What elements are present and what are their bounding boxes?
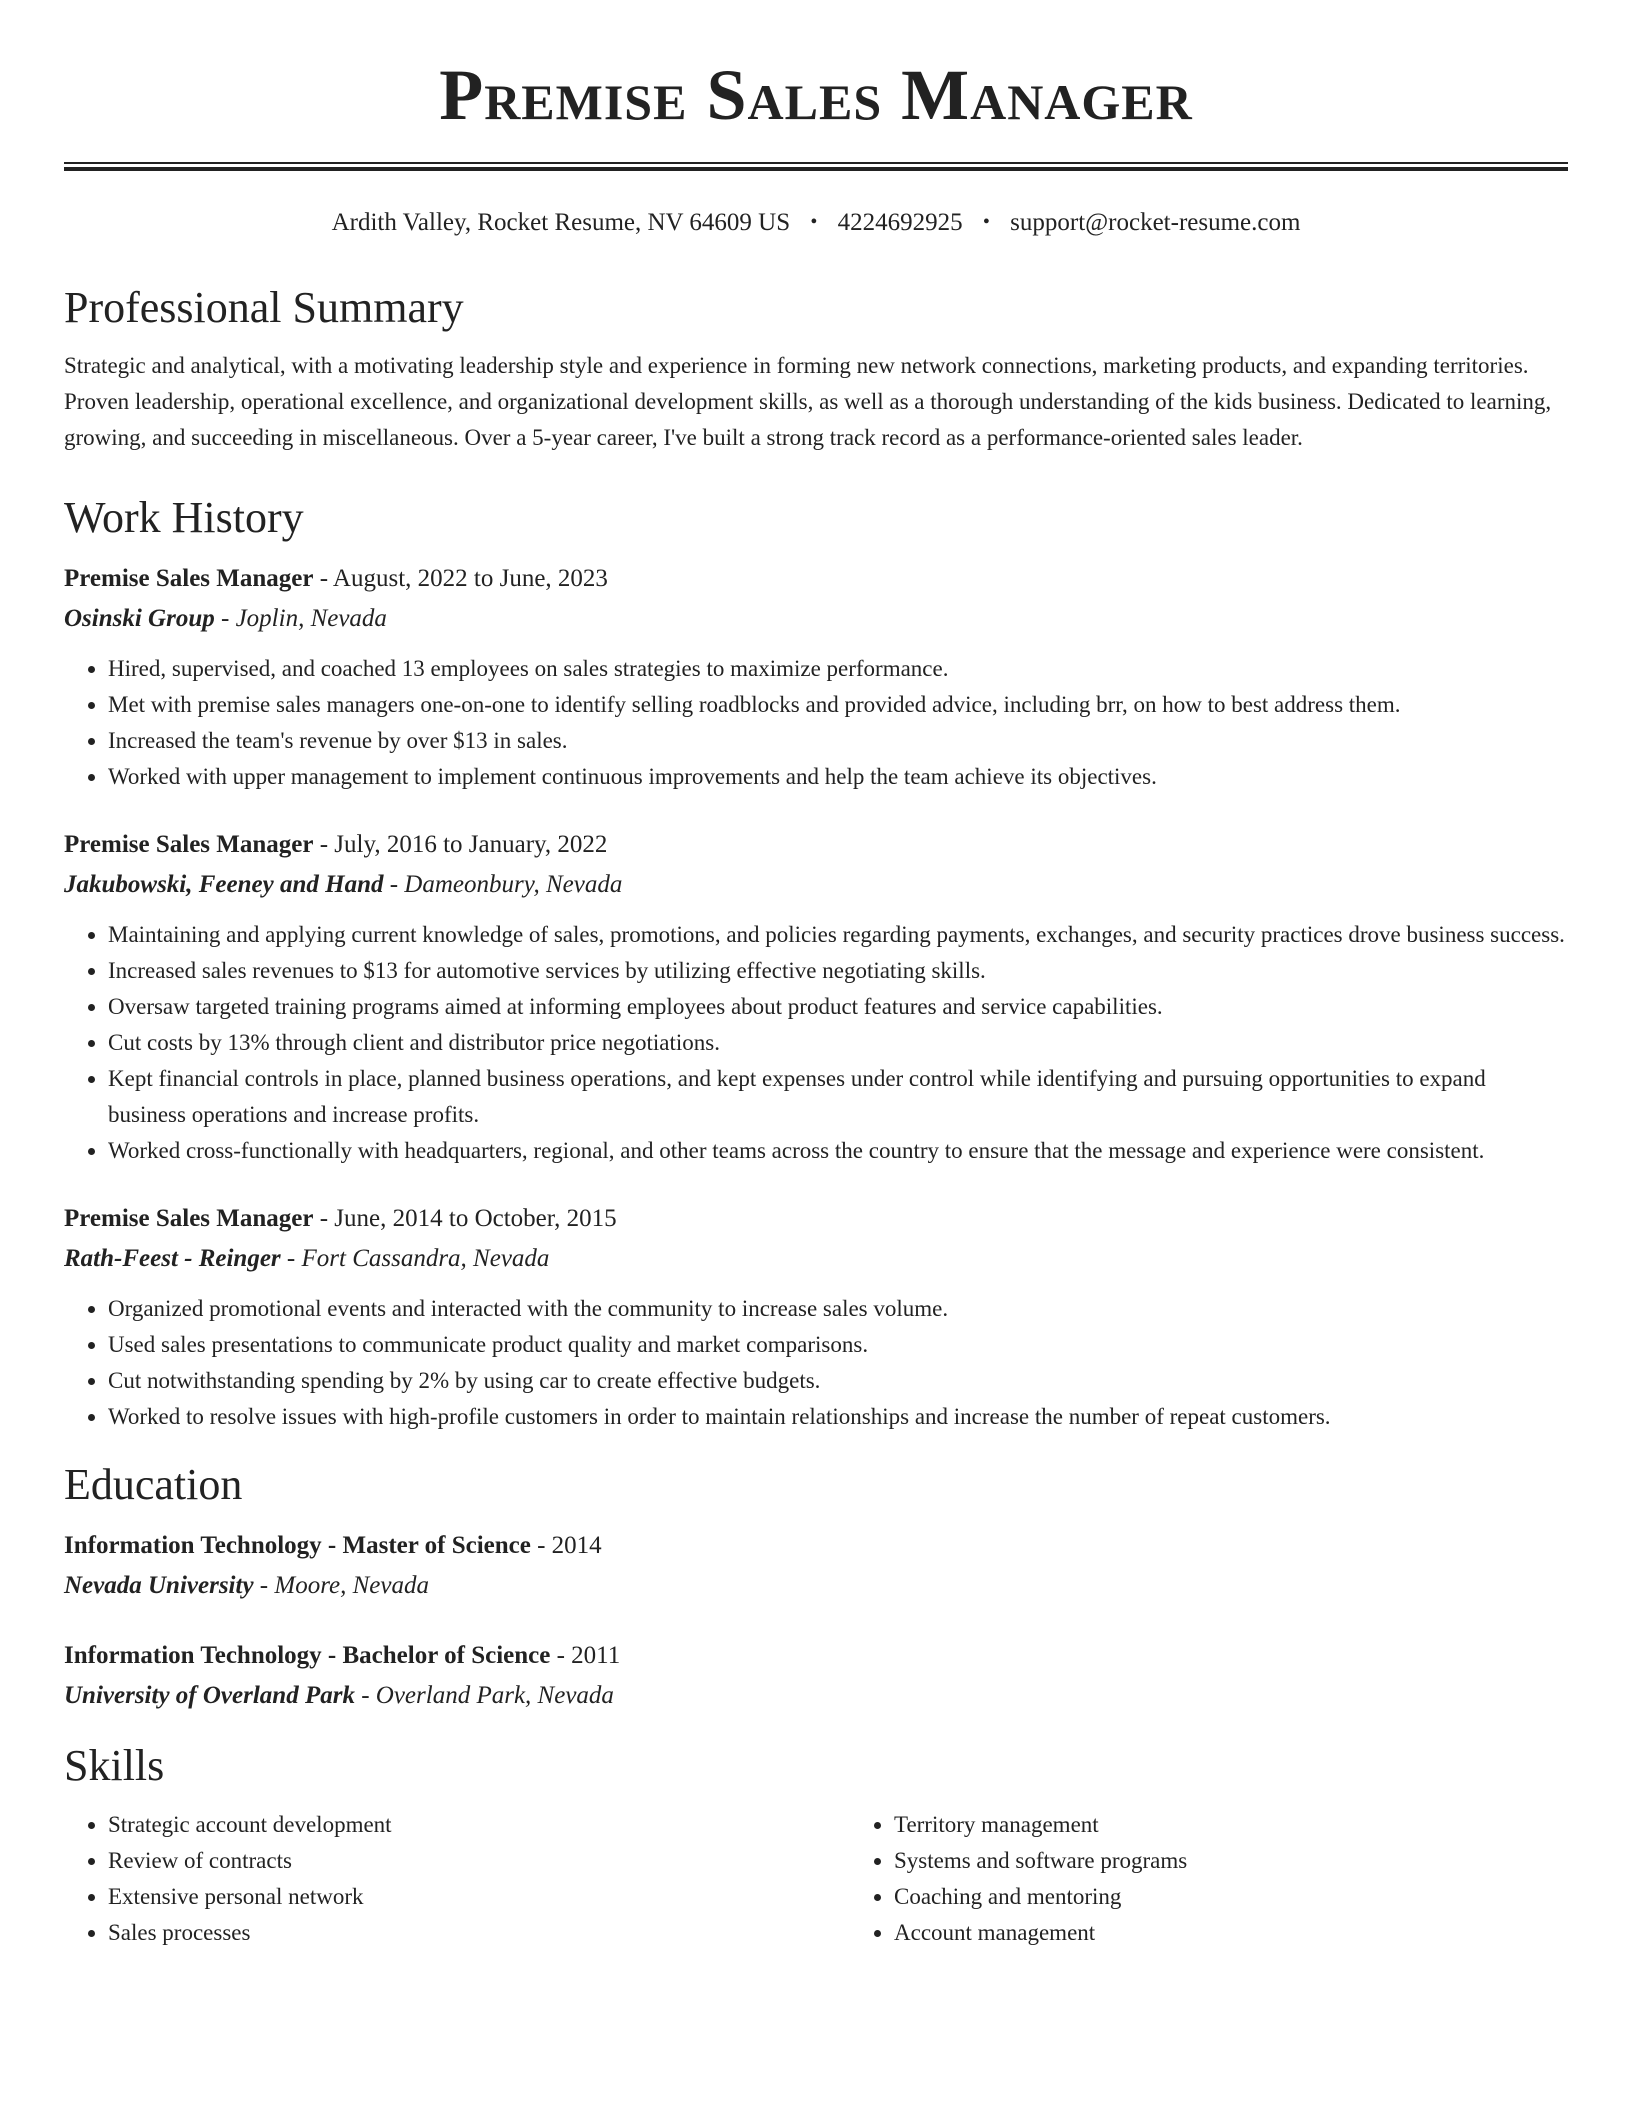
job-company: Rath-Feest - Reinger bbox=[64, 1245, 281, 1273]
job-title-line bbox=[64, 825, 1568, 865]
contact-separator: • bbox=[810, 211, 818, 233]
job-title: Premise Sales Manager bbox=[64, 565, 314, 593]
summary-heading: Professional Summary bbox=[64, 282, 464, 332]
job-title-line bbox=[64, 559, 1568, 599]
skill-item: • Strategic account development bbox=[108, 1807, 850, 1843]
job-bullets bbox=[64, 1291, 1568, 1435]
job-location: - Fort Cassandra, Nevada bbox=[280, 1245, 550, 1273]
degree-year: - 2014 bbox=[530, 1531, 602, 1559]
job-title: Premise Sales Manager bbox=[64, 1205, 314, 1233]
skills-columns bbox=[64, 1807, 1568, 1951]
contact-separator: • bbox=[982, 211, 990, 233]
list-item: • Met with premise sales managers one-on-one to identify selling roadblocks and provided advice, including brr, on how to best address them. bbox=[108, 687, 1568, 723]
title-divider bbox=[64, 162, 1568, 171]
school-name: University of Overland Park bbox=[64, 1681, 355, 1709]
skill-item: • Account management bbox=[894, 1915, 1632, 1951]
job-company: Osinski Group bbox=[64, 605, 215, 633]
education-heading: Education bbox=[64, 1460, 243, 1510]
job-company: Jakubowski, Feeney and Hand bbox=[64, 871, 384, 899]
school-location: - Overland Park, Nevada bbox=[354, 1681, 614, 1709]
skills-list-left bbox=[64, 1807, 850, 1951]
skills-heading: Skills bbox=[64, 1740, 165, 1790]
skill-item: • Sales processes bbox=[108, 1915, 850, 1951]
list-item: • Cut costs by 13% through client and distributor price negotiations. bbox=[108, 1025, 1568, 1061]
resume-title: Premise Sales Manager bbox=[439, 55, 1193, 135]
skill-item: • Extensive personal network bbox=[108, 1879, 850, 1915]
job-company-line bbox=[64, 865, 1568, 905]
degree-line bbox=[64, 1526, 1568, 1566]
skill-item: • Territory management bbox=[894, 1807, 1632, 1843]
skills-list-right bbox=[850, 1807, 1632, 1951]
list-item: • Oversaw targeted training programs aimed at informing employees about product features and service capabilities. bbox=[108, 989, 1568, 1025]
list-item: • Increased the team's revenue by over $13 in sales. bbox=[108, 723, 1568, 759]
job-dates: - August, 2022 to June, 2023 bbox=[313, 565, 608, 593]
job-entry bbox=[64, 1199, 1568, 1435]
job-title: Premise Sales Manager bbox=[64, 831, 314, 859]
job-entry bbox=[64, 825, 1568, 1169]
degree-line bbox=[64, 1636, 1568, 1676]
list-item: • Increased sales revenues to $13 for automotive services by utilizing effective negotiating skills. bbox=[108, 953, 1568, 989]
degree-name: Information Technology - Bachelor of Science bbox=[64, 1641, 551, 1669]
contact-line bbox=[64, 207, 1568, 240]
job-company-line bbox=[64, 599, 1568, 639]
school-name: Nevada University bbox=[64, 1571, 254, 1599]
job-dates: - July, 2016 to January, 2022 bbox=[313, 831, 608, 859]
job-entry bbox=[64, 559, 1568, 795]
job-dates: - June, 2014 to October, 2015 bbox=[313, 1205, 617, 1233]
education-entry bbox=[64, 1526, 1568, 1606]
job-title-line bbox=[64, 1199, 1568, 1239]
job-location: - Joplin, Nevada bbox=[214, 605, 387, 633]
list-item: • Organized promotional events and interacted with the community to increase sales volume. bbox=[108, 1291, 1568, 1327]
skill-item: • Coaching and mentoring bbox=[894, 1879, 1632, 1915]
contact-email: support@rocket-resume.com bbox=[1010, 209, 1301, 236]
list-item: • Maintaining and applying current knowledge of sales, promotions, and policies regarding payments, exchanges, and security practices drove business success. bbox=[108, 917, 1568, 953]
list-item: • Hired, supervised, and coached 13 employees on sales strategies to maximize performance. bbox=[108, 651, 1568, 687]
degree-name: Information Technology - Master of Science bbox=[64, 1531, 531, 1559]
school-line bbox=[64, 1676, 1568, 1716]
contact-address: Ardith Valley, Rocket Resume, NV 64609 US bbox=[331, 209, 791, 236]
list-item: • Worked cross-functionally with headquarters, regional, and other teams across the country to ensure that the message and experience were consistent. bbox=[108, 1133, 1568, 1169]
list-item: • Kept financial controls in place, planned business operations, and kept expenses under control while identifying and pursuing opportunities to expand business operations and increase profits. bbox=[108, 1061, 1568, 1133]
school-location: - Moore, Nevada bbox=[253, 1571, 429, 1599]
job-location: - Dameonbury, Nevada bbox=[383, 871, 623, 899]
contact-phone: 4224692925 bbox=[837, 209, 963, 236]
job-bullets bbox=[64, 917, 1568, 1169]
skill-item: • Review of contracts bbox=[108, 1843, 850, 1879]
job-bullets bbox=[64, 651, 1568, 795]
education-entry bbox=[64, 1636, 1568, 1716]
summary-text: Strategic and analytical, with a motivating leadership style and experience in forming new network connections, marketing products, and expanding territories. Proven leadership, operational excellence, and organizational development skills, as well as a thorough understanding of the kids business. Dedicated to learning, growing, and succeeding in miscellaneous. Over a 5-year career, I've built a strong track record as a performance-oriented sales leader. bbox=[64, 353, 1552, 451]
degree-year: - 2011 bbox=[550, 1641, 621, 1669]
list-item: • Worked with upper management to implement continuous improvements and help the team achieve its objectives. bbox=[108, 759, 1568, 795]
list-item: • Worked to resolve issues with high-profile customers in order to maintain relationships and increase the number of repeat customers. bbox=[108, 1399, 1568, 1435]
work-history-heading: Work History bbox=[64, 493, 304, 543]
school-line bbox=[64, 1566, 1568, 1606]
job-company-line bbox=[64, 1239, 1568, 1279]
skill-item: • Systems and software programs bbox=[894, 1843, 1632, 1879]
list-item: • Used sales presentations to communicate product quality and market comparisons. bbox=[108, 1327, 1568, 1363]
list-item: • Cut notwithstanding spending by 2% by using car to create effective budgets. bbox=[108, 1363, 1568, 1399]
